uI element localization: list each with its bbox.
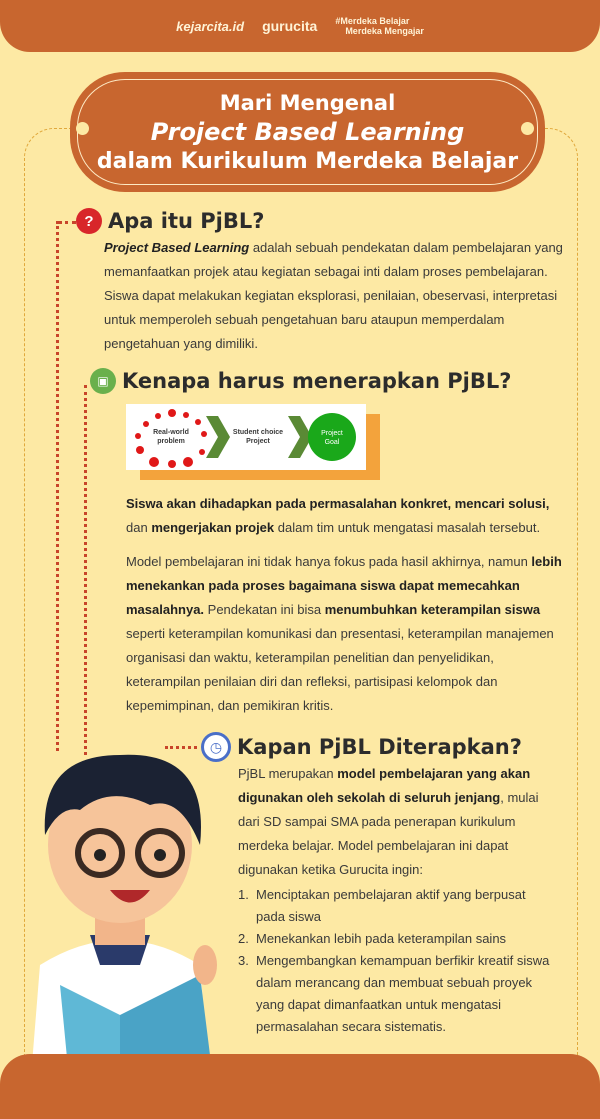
list-text: Menekankan lebih pada keterampilan sains xyxy=(256,931,507,946)
pjbl-diagram xyxy=(126,404,366,470)
header-bar xyxy=(0,0,600,52)
banner-knob-right xyxy=(521,122,534,135)
list-number: 3. xyxy=(238,953,249,968)
text: dan xyxy=(126,520,152,535)
kejarcita-logo: kejarcita.id xyxy=(176,18,245,34)
section-what xyxy=(0,206,600,356)
text: adalah sebuah pendekatan dalam pembelajaran yang memanfaatkan projek atau kegiatan sebagai inti dalam proses pembelajaran. Siswa dapat melakukan kegiatan eksplorasi, penilaian, obeservasi, interpretasi untuk memperoleh sebuah pengetahuan baru ataupun memperdalam pengetahuan yang dimiliki. xyxy=(104,240,563,351)
clock-icon: ◷ xyxy=(201,732,231,762)
bold-text: lebih menekankan pada proses bagaimana siswa dapat memecahkan masalahnya. xyxy=(126,554,562,617)
diagram-step3: Project Goal xyxy=(321,430,343,446)
section1-paragraph xyxy=(104,236,566,356)
gurucita-logo: gurucita xyxy=(262,18,318,34)
section-when xyxy=(0,732,600,1038)
section2-heading: Kenapa harus menerapkan PjBL? xyxy=(122,369,512,393)
hashtag-logo xyxy=(335,16,424,36)
section2-paragraph1 xyxy=(126,492,568,540)
tag-line1: #Merdeka Belajar xyxy=(335,16,410,26)
section-why xyxy=(0,366,600,718)
section3-paragraph xyxy=(238,762,563,882)
text: Pendekatan ini bisa xyxy=(204,602,325,617)
connector xyxy=(165,746,197,749)
bold-text: Siswa akan dihadapkan pada permasalahan konkret, mencari solusi, xyxy=(126,496,550,511)
list-number: 1. xyxy=(238,887,249,902)
list-item xyxy=(238,928,558,950)
diagram-step2: Student choice Project xyxy=(232,429,284,445)
list-number: 2. xyxy=(238,931,249,946)
bold-text: model pembelajaran yang akan digunakan oleh sekolah di seluruh jenjang xyxy=(238,766,531,805)
diagram-step1: Real-world problem xyxy=(153,429,189,445)
bold-text: mengerjakan projek xyxy=(151,520,275,535)
bold-text: menumbuhkan keterampilan siswa xyxy=(324,602,541,617)
title-line3: dalam Kurikulum Merdeka Belajar xyxy=(96,148,519,174)
presentation-icon: ▣ xyxy=(90,368,116,394)
arrow-icon xyxy=(206,416,230,458)
text: dalam tim untuk mengatasi masalah tersebut. xyxy=(274,520,541,535)
text: , mulai dari SD sampai SMA pada penerapan kurikulum merdeka belajar. Model pembelajaran ini dapat digunakan ketika Gurucita ingin: xyxy=(238,790,539,877)
list-item xyxy=(238,884,558,928)
footer-bar xyxy=(0,1054,600,1119)
list-item xyxy=(238,950,558,1038)
title-line2: Project Based Learning xyxy=(150,117,465,146)
text: PjBL merupakan xyxy=(238,766,338,781)
text: seperti keterampilan komunikasi dan presentasi, keterampilan manajemen organisasi dan waktu, keterampilan penelitian dan penyelidikan, keterampilan penilaian diri dan refleksi, partisipasi kelompok dan kepemimpinan, dan pemikiran kritis. xyxy=(126,626,554,713)
bold-text: Project Based Learning xyxy=(104,240,250,255)
title-line1: Mari Mengenal xyxy=(219,90,396,115)
reasons-list xyxy=(238,884,558,1038)
title-banner xyxy=(70,72,545,192)
tag-line2: Merdeka Mengajar xyxy=(345,26,424,36)
list-text: Mengembangkan kemampuan berfikir kreatif siswa dalam merancang dan membuat sebuah proyek yang dapat dimanfaatkan untuk mengatasi permasalahan secara sistematis. xyxy=(256,953,550,1034)
list-text: Menciptakan pembelajaran aktif yang berpusat pada siswa xyxy=(256,887,526,924)
banner-knob-left xyxy=(76,122,89,135)
text: Model pembelajaran ini tidak hanya fokus pada hasil akhirnya, namun xyxy=(126,554,532,569)
content-column xyxy=(0,206,600,1038)
section1-heading: Apa itu PjBL? xyxy=(108,209,265,233)
section2-paragraph2 xyxy=(126,550,568,718)
section3-heading: Kapan PjBL Diterapkan? xyxy=(237,735,522,759)
question-icon: ? xyxy=(76,208,102,234)
